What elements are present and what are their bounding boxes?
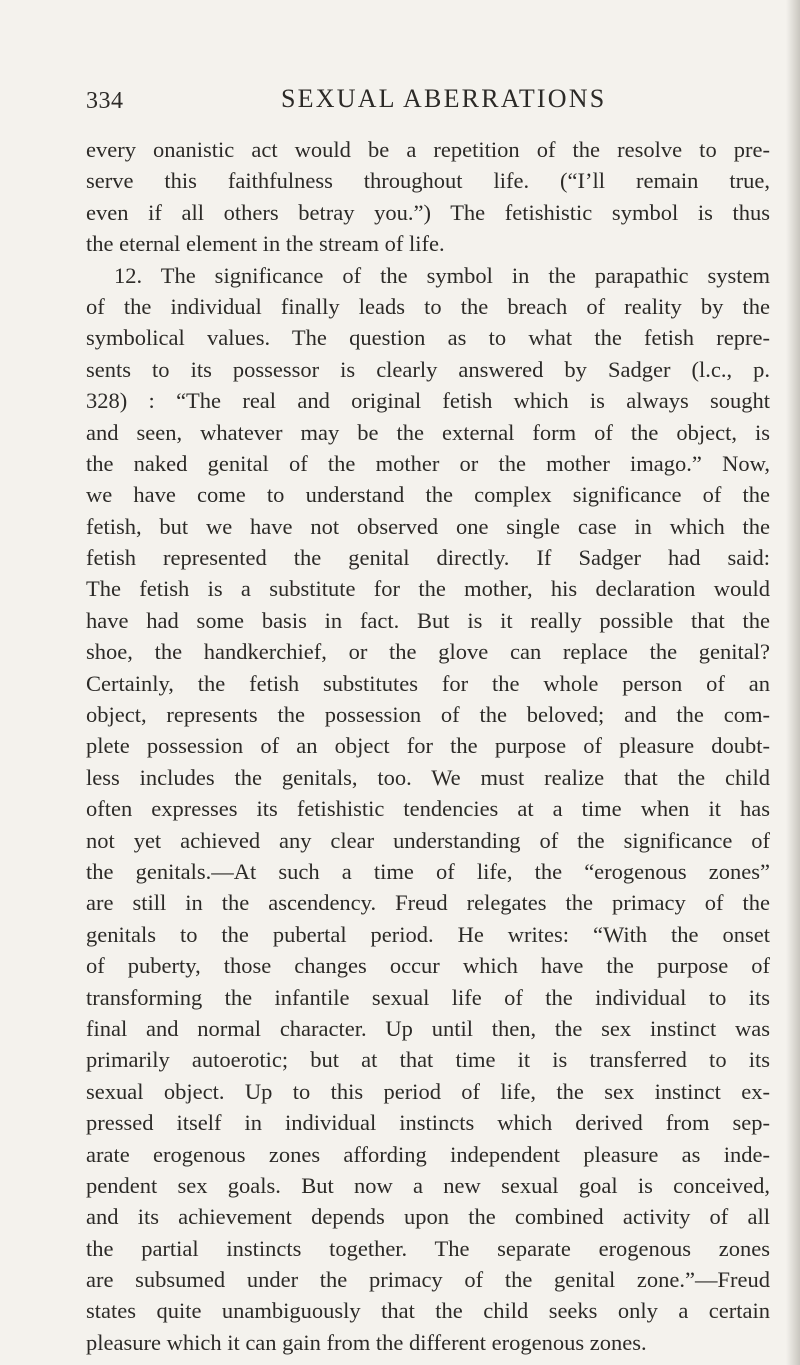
text-line: Certainly, the fetish substitutes for the whole person of an	[86, 670, 770, 696]
page-edge-shadow	[786, 0, 800, 1365]
text-line: the eternal element in the stream of life.	[86, 231, 445, 257]
text-line: not yet achieved any clear understanding of the significance of	[86, 827, 770, 853]
text-line: every onanistic act would be a repetition of the resolve to pre-	[86, 137, 770, 162]
text-line: symbolical values. The question as to what the fetish repre-	[86, 325, 770, 351]
running-head	[86, 84, 770, 120]
text-line: object, represents the possession of the beloved; and the com-	[86, 702, 770, 728]
running-head-title: SEXUAL ABERRATIONS	[281, 84, 607, 113]
page-number: 334	[86, 88, 124, 114]
text-line: the genitals.—At such a time of life, the “erogenous zones”	[86, 858, 770, 884]
text-line: of puberty, those changes occur which have the purpose of	[86, 953, 770, 979]
text-line: less includes the genitals, too. We must realize that the child	[86, 764, 770, 790]
text-line: serve this faithfulness throughout life. (“I’ll remain true,	[86, 168, 770, 194]
text-line: plete possession of an object for the purpose of pleasure doubt-	[86, 733, 770, 759]
text-line: are still in the ascendency. Freud relegates the primacy of the	[86, 890, 770, 916]
text-line: 328) : “The real and original fetish which is always sought	[86, 388, 770, 414]
text-line: pleasure which it can gain from the different erogenous zones.	[86, 1329, 647, 1355]
text-line: the naked genital of the mother or the mother imago.” Now,	[86, 450, 770, 476]
text-line: transforming the infantile sexual life of the individual to its	[86, 984, 770, 1010]
text-line: 12. The significance of the symbol in the parapathic system	[114, 262, 770, 288]
text-line: even if all others betray you.”) The fetishistic symbol is thus	[86, 199, 770, 225]
text-line: pendent sex goals. But now a new sexual goal is conceived,	[86, 1172, 770, 1198]
text-line: we have come to understand the complex significance of the	[86, 482, 770, 508]
text-line: states quite unambiguously that the child seeks only a certain	[86, 1298, 770, 1324]
text-line: sexual object. Up to this period of life, the sex instinct ex-	[86, 1078, 770, 1104]
text-line: fetish represented the genital directly. If Sadger had said:	[86, 545, 770, 571]
text-line: are subsumed under the primacy of the genital zone.”—Freud	[86, 1267, 770, 1293]
text-line: arate erogenous zones affording independent pleasure as inde-	[86, 1141, 770, 1167]
text-line: fetish, but we have not observed one single case in which the	[86, 513, 770, 539]
text-line: sents to its possessor is clearly answered by Sadger (l.c., p.	[86, 356, 770, 382]
text-line: often expresses its fetishistic tendencies at a time when it has	[86, 796, 770, 822]
text-line: and its achievement depends upon the combined activity of all	[86, 1204, 770, 1230]
text-line: final and normal character. Up until then, the sex instinct was	[86, 1015, 770, 1041]
text-line: pressed itself in individual instincts which derived from sep-	[86, 1110, 770, 1136]
body-text	[86, 134, 770, 1358]
text-line: The fetish is a substitute for the mother, his declaration would	[86, 576, 770, 602]
text-line: of the individual finally leads to the breach of reality by the	[86, 293, 770, 319]
text-line: shoe, the handkerchief, or the glove can replace the genital?	[86, 639, 770, 665]
text-line: the partial instincts together. The separate erogenous zones	[86, 1235, 770, 1261]
text-line: primarily autoerotic; but at that time it is transferred to its	[86, 1047, 770, 1073]
text-line: have had some basis in fact. But is it really possible that the	[86, 607, 770, 633]
text-line: and seen, whatever may be the external form of the object, is	[86, 419, 770, 445]
text-line: genitals to the pubertal period. He writes: “With the onset	[86, 921, 770, 947]
